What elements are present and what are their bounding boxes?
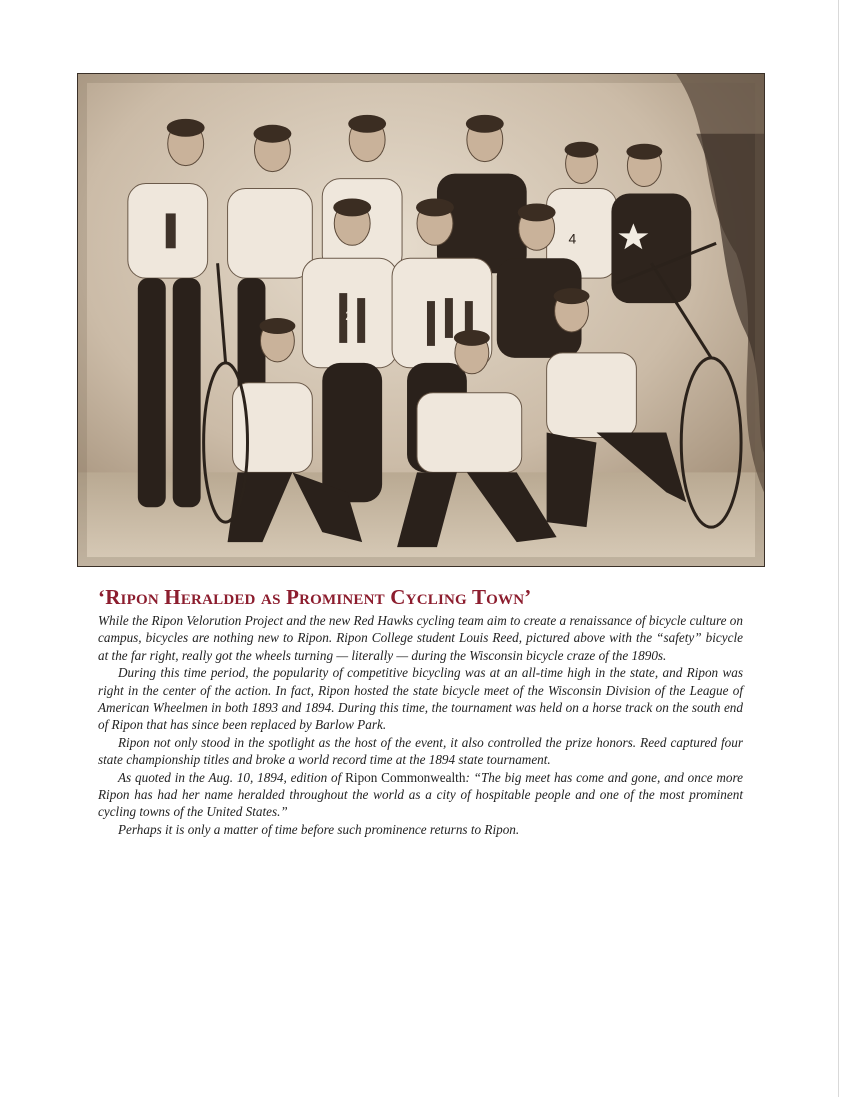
article-body — [98, 612, 743, 838]
page-edge-line — [838, 0, 839, 1097]
article-paragraph-4 — [98, 769, 743, 821]
article-paragraph-1: While the Ripon Velorution Project and the new Red Hawks cycling team aim to create a renaissance of bicycle culture on campus, bicycles are nothing new to Ripon. Ripon College student Louis Reed, pictured above with the “safety” bicycle at the far right, really got the wheels turning — literally — during the Wisconsin bicycle craze of the 1890s. — [98, 613, 743, 663]
jersey-number-4: 4 — [568, 230, 577, 247]
quote-intro: As quoted in the Aug. 10, 1894, edition of — [118, 769, 346, 785]
cycling-team-photo-icon — [78, 74, 764, 566]
article-paragraph-3: Ripon not only stood in the spotlight as the host of the event, it also controlled the prize honors. Reed captured four state championship titles and broke a world record time at the 1894 state tournament. — [98, 734, 743, 768]
newspaper-title: Ripon Commonwealth — [345, 769, 466, 785]
article-paragraph-5: Perhaps it is only a matter of time before such prominence returns to Ripon. — [118, 821, 520, 837]
historic-team-photo — [77, 73, 765, 567]
jersey-number-2: 2 — [345, 308, 353, 323]
article-paragraph-2: During this time period, the popularity of competitive bicycling was at an all-time high in the state, and Ripon was right in the center of the action. In fact, Ripon hosted the state bicycle meet of the Wisconsin Division of the League of American Wheelmen in both 1893 and 1894. During this time, the tournament was held on a horse track on the south end of Ripon that has since been replaced by Barlow Park. — [98, 665, 743, 733]
article-headline: ‘Ripon Heralded as Prominent Cycling Town’ — [98, 585, 532, 609]
quote-text: : “The big meet has come and gone, and once more Ripon has had her name heralded throughout the world as a city of hospitable people and one of the most prominent cycling towns of the United States.” — [98, 769, 743, 820]
